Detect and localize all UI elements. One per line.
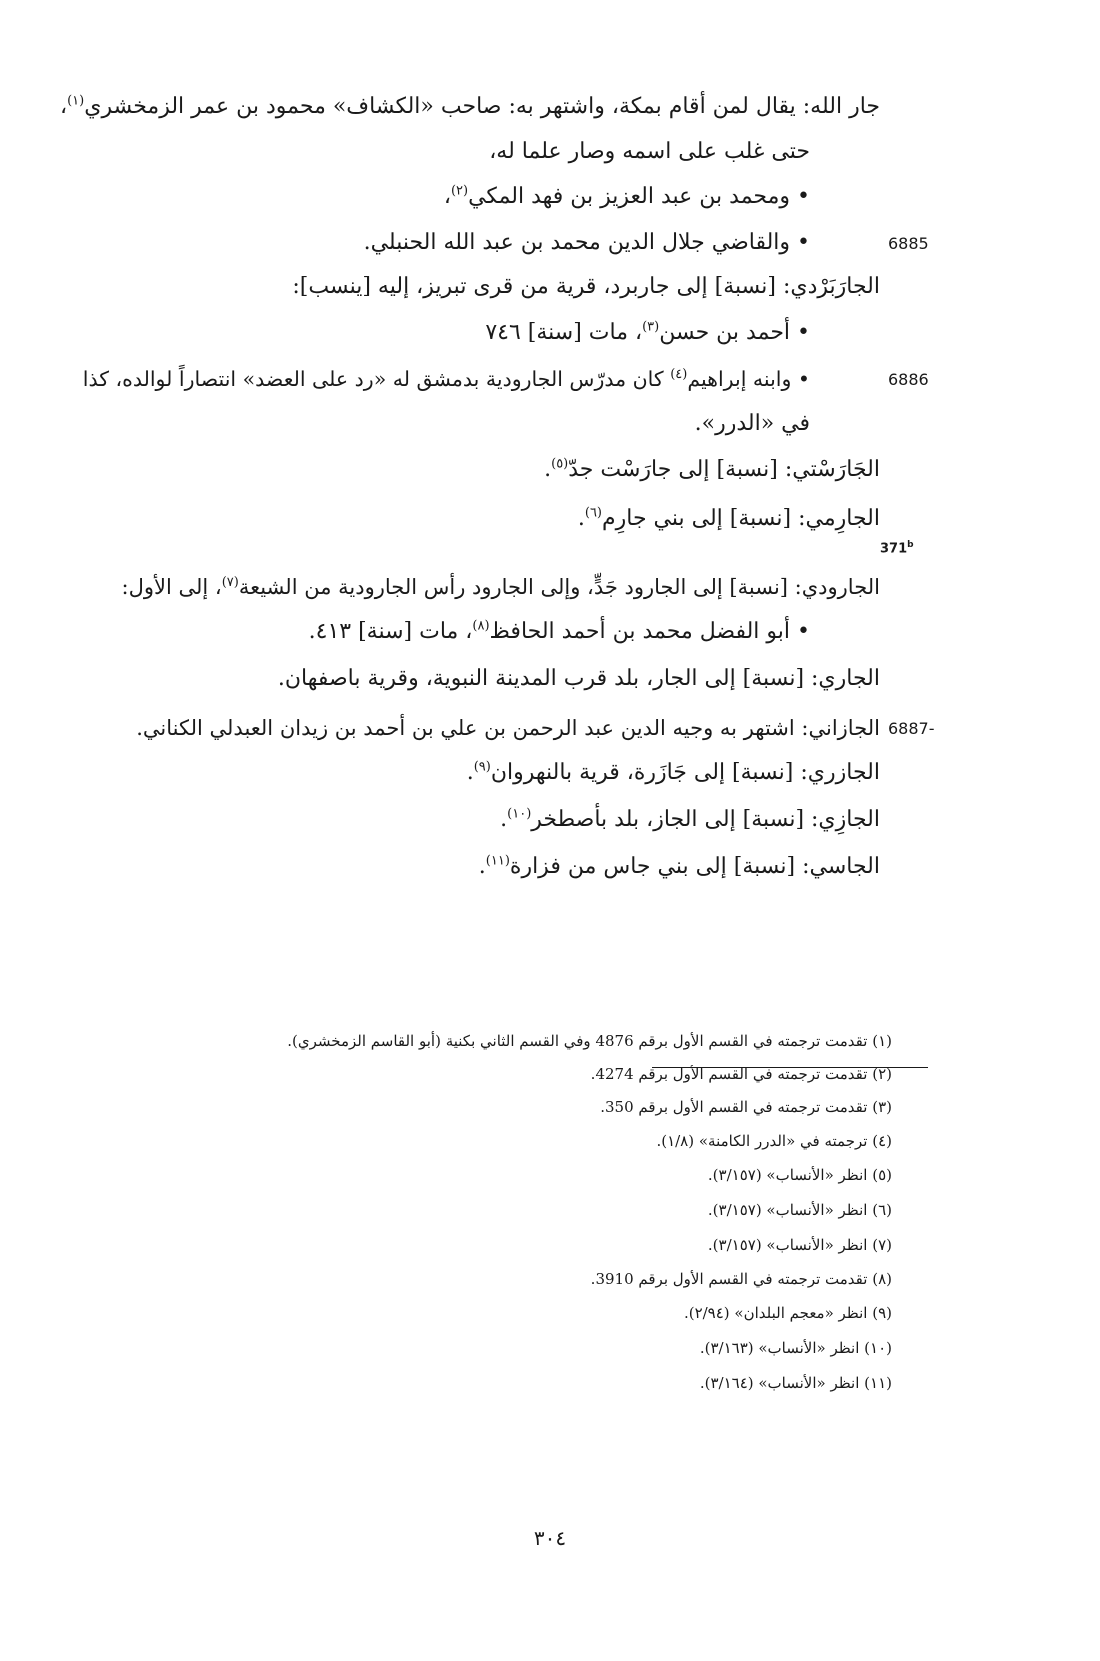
footnote-ref[interactable]: (٧): [221, 575, 239, 590]
entry-text: الجاسي: [نسبة] إلى بني جاس من فزارة: [509, 854, 880, 879]
footnote-3: (٣) تقدمت ترجمته في القسم الأول برقم 350.: [600, 1098, 892, 1116]
entry-line-11: الجارودي: [نسبة] إلى الجارود جَدٍّ، وإلى الجارود رأس الجارودية من الشيعة$^{(٧)}$، إلى الأول:: [121, 575, 880, 599]
footnote-ref[interactable]: (١٠): [507, 806, 532, 822]
entry-text: حتى غلب على اسمه وصار علما له،: [489, 139, 810, 164]
entry-line-9: الجَارَسْتي: [نسبة] إلى جارَسْت جدّ$^{(٥)}$.: [544, 456, 880, 482]
entry-line-5: [292, 272, 880, 302]
footnote-11: (١١) انظر «الأنساب» (٣/١٦٤).: [699, 1374, 892, 1392]
entry-text: • ومحمد بن عبد العزيز بن فهد المكي: [468, 184, 810, 209]
folio-marker: 371$^b$: [880, 540, 914, 557]
entry-text: • والقاضي جلال الدين محمد بن عبد الله الحنبلي.: [363, 230, 810, 255]
footnote-ref[interactable]: (١): [67, 93, 85, 109]
footnote-7: (٧) انظر «الأنساب» (٣/١٥٧).: [707, 1236, 892, 1254]
footnote-4: (٤) ترجمته في «الدرر الكامنة» (١/٨).: [656, 1132, 892, 1150]
footnote-ref[interactable]: (٥): [551, 456, 569, 472]
entry-line-10: الجارِمي: [نسبة] إلى بني جارِم$^{(٦)}$.: [577, 505, 880, 531]
entry-text: في «الدرر».: [694, 411, 810, 436]
footnote-9: (٩) انظر «معجم البلدان» (٢/٩٤).: [683, 1304, 892, 1322]
entry-number: 6885: [888, 234, 929, 253]
entry-text: الجازِي: [نسبة] إلى الجاز، بلد بأصطخر: [531, 807, 880, 832]
footnote-ref[interactable]: (٦): [584, 505, 602, 521]
entry-text: الجازاني: اشتهر به وجيه الدين عبد الرحمن بن علي بن أحمد بن زيدان العبدلي الكناني.: [136, 716, 880, 740]
footnote-ref[interactable]: (٣): [642, 319, 660, 335]
page-number: ٣٠٤: [533, 1526, 567, 1550]
entry-line-6: • أحمد بن حسن$^{(٣)}$، مات [سنة] ٧٤٦: [485, 319, 810, 345]
entry-line-8: [695, 409, 810, 439]
entry-text: الجارِمي: [نسبة] إلى بني جارِم: [602, 506, 880, 531]
footnote-ref[interactable]: (٢): [450, 183, 469, 199]
entry-line-12: • أبو الفضل محمد بن أحمد الحافظ$^{(٨)}$، مات [سنة] ٤١٣.: [308, 618, 810, 644]
entry-line-4: [364, 228, 810, 258]
footnote-1: (١) تقدمت ترجمته في القسم الأول برقم 4876 وفي القسم الثاني بكنية (أبو القاسم الزمخشري).: [287, 1032, 892, 1050]
entry-text: الجاري: [نسبة] إلى الجار، بلد قرب المدينة النبوية، وقرية باصفهان.: [277, 666, 880, 691]
entry-line-17: الجاسي: [نسبة] إلى بني جاس من فزارة$^{(١١)}$.: [478, 853, 880, 879]
entry-text: الجارَبَرْدي: [نسبة] إلى جاربرد، قرية من قرى تبريز، إليه [ينسب]:: [292, 274, 880, 299]
footnote-ref[interactable]: (٤): [670, 367, 688, 383]
entry-line-2: [489, 137, 810, 167]
entry-line-13: [278, 664, 880, 694]
entry-text: • وابنه إبراهيم: [687, 367, 810, 391]
footnote-5: (٥) انظر «الأنساب» (٣/١٥٧).: [707, 1166, 892, 1184]
footnote-10: (١٠) انظر «الأنساب» (٣/١٦٣).: [699, 1339, 892, 1357]
entry-text: • أبو الفضل محمد بن أحمد الحافظ: [489, 619, 810, 644]
entry-text: جار الله: يقال لمن أقام بمكة، واشتهر به: صاحب «الكشاف» محمود بن عمر الزمخشري: [84, 94, 880, 119]
entry-number: 6886: [888, 370, 929, 389]
entry-text: • أحمد بن حسن: [659, 320, 810, 345]
entry-text: الجَارَسْتي: [نسبة] إلى جارَسْت جدّ: [568, 457, 880, 482]
entry-text: الجازري: [نسبة] إلى جَازَرة، قرية بالنهروان: [490, 760, 880, 785]
entry-line-3: • ومحمد بن عبد العزيز بن فهد المكي$^{(٢)}$،: [443, 183, 810, 209]
entry-text: الجارودي: [نسبة] إلى الجارود جَدٍّ، وإلى الجارود رأس الجارودية من الشيعة: [238, 575, 880, 599]
entry-line-16: الجازِي: [نسبة] إلى الجاز، بلد بأصطخر$^{(١٠)}$.: [500, 806, 880, 832]
footnote-ref[interactable]: (٩): [473, 759, 491, 775]
entry-line-7: • وابنه إبراهيم$^{(٤)}$ كان مدرّس الجارودية بدمشق له «رد على العضد» انتصاراً لوالده، كذا: [82, 367, 810, 391]
entry-line-15: الجازري: [نسبة] إلى جَازَرة، قرية بالنهروان$^{(٩)}$.: [466, 759, 880, 785]
entry-number: 6887-: [888, 719, 935, 738]
footnote-6: (٦) انظر «الأنساب» (٣/١٥٧).: [707, 1201, 892, 1219]
entry-line-1: جار الله: يقال لمن أقام بمكة، واشتهر به: صاحب «الكشاف» محمود بن عمر الزمخشري$^{(١)}$،: [59, 93, 880, 119]
entry-line-14: [136, 713, 880, 743]
footnote-8: (٨) تقدمت ترجمته في القسم الأول برقم 3910.: [590, 1270, 892, 1288]
footnote-ref[interactable]: (١١): [485, 853, 510, 869]
footnote-2: (٢) تقدمت ترجمته في القسم الأول برقم 4274.: [590, 1065, 892, 1083]
footnote-ref[interactable]: (٨): [472, 618, 490, 634]
